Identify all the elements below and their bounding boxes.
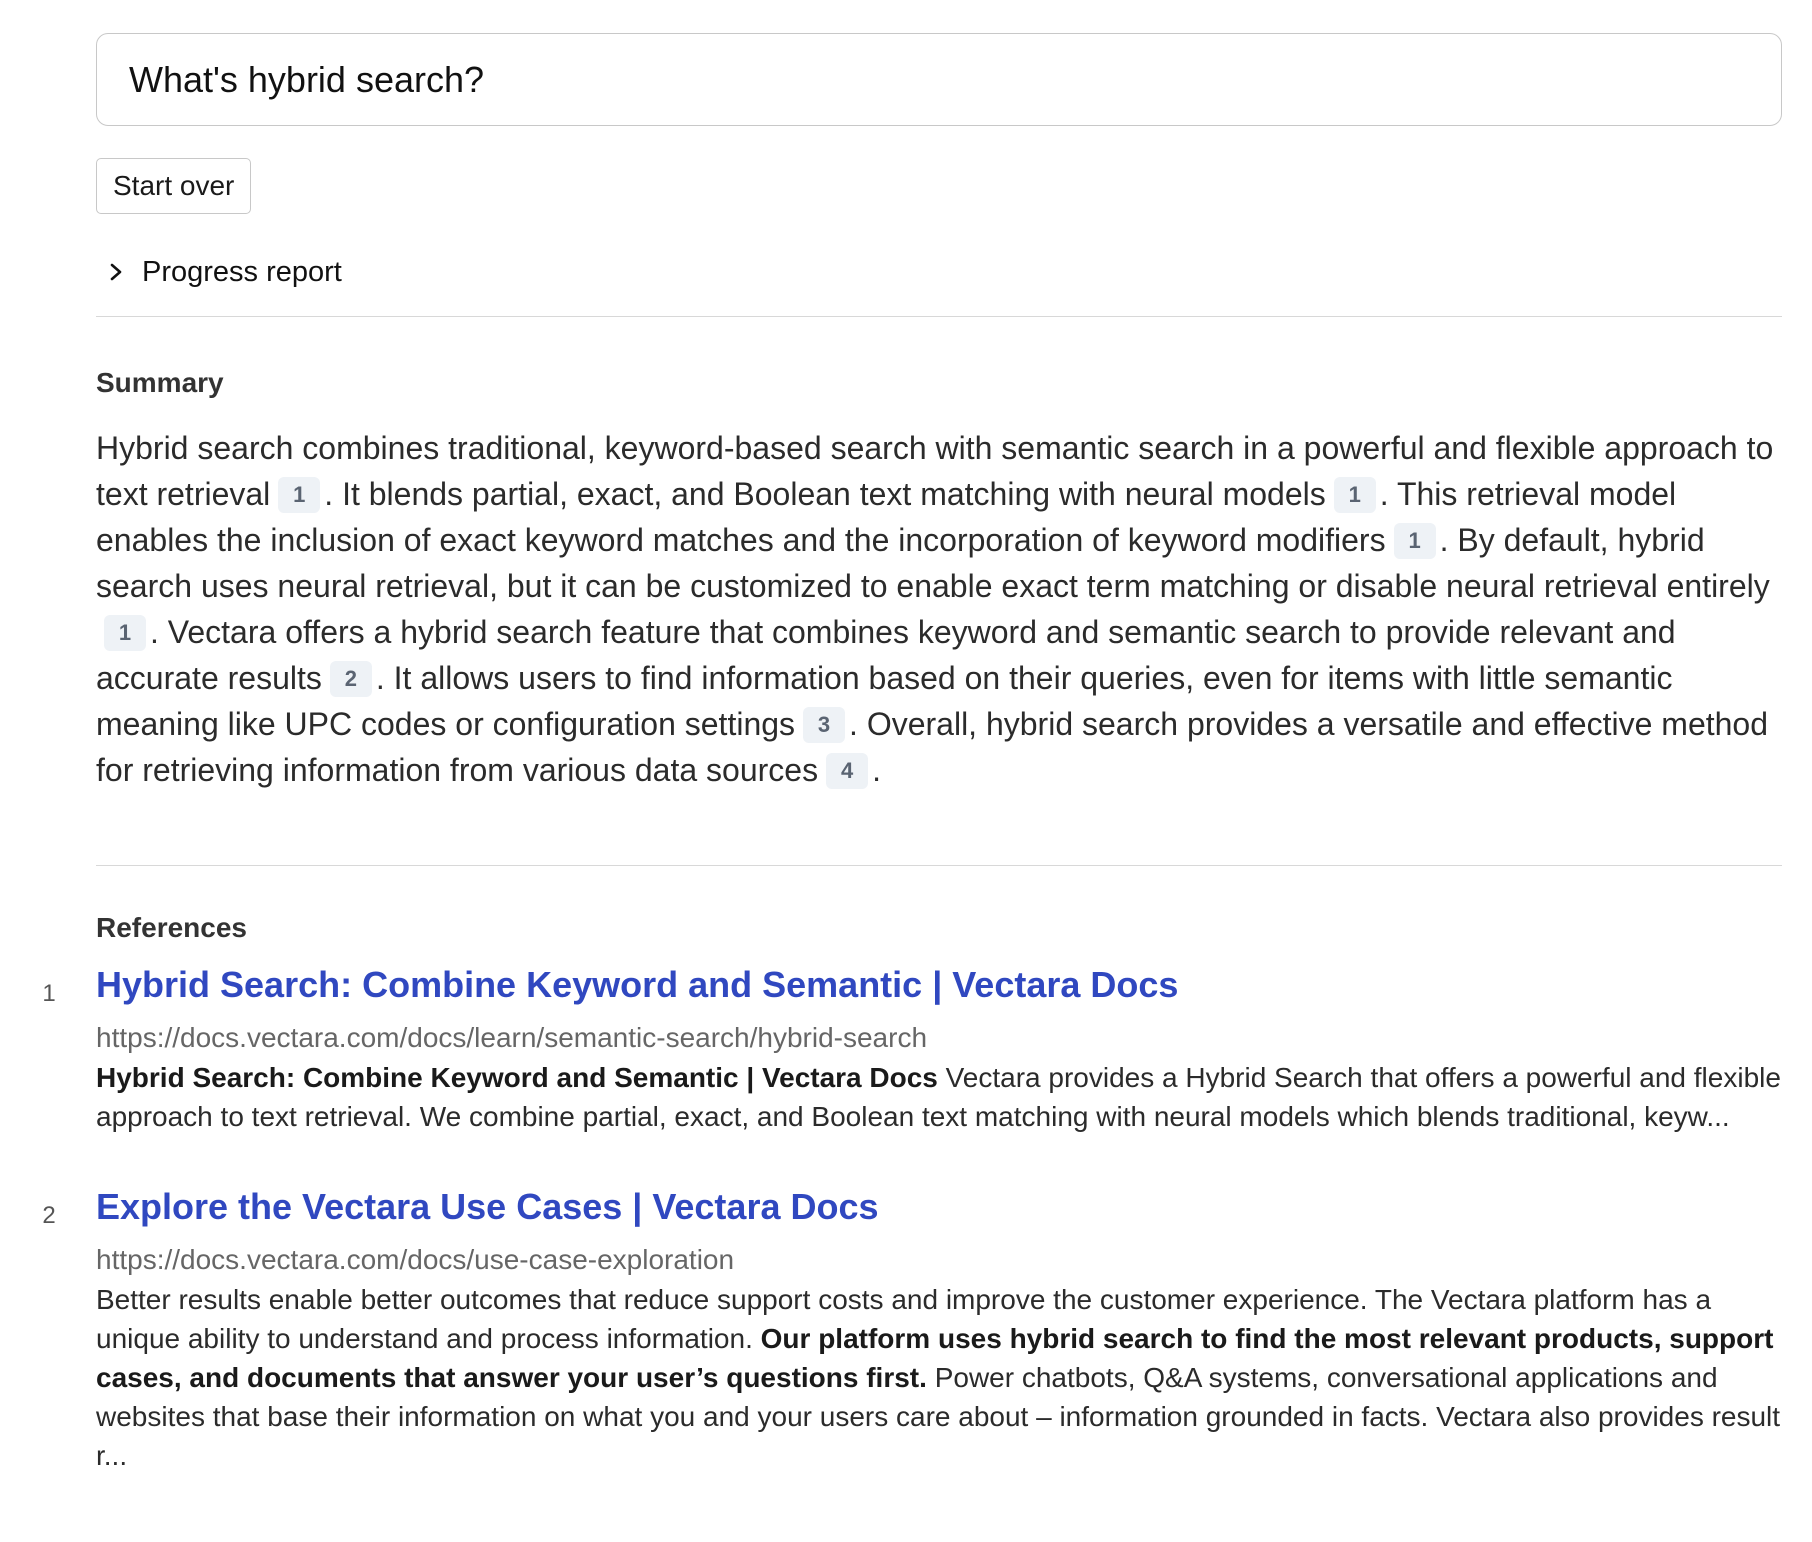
chevron-right-icon[interactable]	[96, 261, 136, 283]
answer-page	[42, 33, 1782, 1475]
summary-segment: .	[872, 752, 881, 788]
citation-badge[interactable]: 2	[330, 661, 372, 697]
snippet-text: Vectara provides a Hybrid Search that offers a powerful and flexible approach to text retrieval. We combine partial, exact, and Boolean text matching with neural models which blends traditional, keyw...	[96, 1062, 1781, 1132]
citation-badge[interactable]: 1	[1394, 523, 1436, 559]
reference-title-link[interactable]: Hybrid Search: Combine Keyword and Semantic | Vectara Docs	[96, 964, 1179, 1005]
citation-badge[interactable]: 1	[278, 477, 320, 513]
summary-text	[96, 425, 1776, 793]
snippet-highlight: Hybrid Search: Combine Keyword and Semantic | Vectara Docs	[96, 1062, 938, 1093]
reference-title-link[interactable]: Explore the Vectara Use Cases | Vectara Docs	[96, 1186, 879, 1227]
summary-segment: . By default, hybrid search uses neural retrieval, but it can be customized to enable exact term matching or disable neural retrieval entirely	[96, 522, 1770, 604]
references-heading: References	[96, 912, 247, 943]
progress-report-toggle[interactable]	[96, 242, 1782, 317]
summary-heading: Summary	[96, 367, 224, 398]
section-divider	[96, 865, 1782, 866]
start-over-button[interactable]: Start over	[96, 158, 251, 214]
reference-number: 1	[42, 980, 56, 1007]
reference-item	[42, 962, 1782, 1136]
citation-badge[interactable]: 4	[826, 753, 868, 789]
snippet-highlight: Our platform uses hybrid search to find the most relevant products, support cases, and documents that answer your user’s questions first.	[96, 1323, 1774, 1393]
references-list	[42, 962, 1782, 1475]
reference-snippet	[96, 1280, 1782, 1475]
summary-segment: . Overall, hybrid search provides a versatile and effective method for retrieving information from various data sources	[96, 706, 1769, 788]
reference-url: https://docs.vectara.com/docs/use-case-exploration	[96, 1244, 735, 1275]
reference-url: https://docs.vectara.com/docs/learn/semantic-search/hybrid-search	[96, 1022, 928, 1053]
summary-segment: . It allows users to find information based on their queries, even for items with little semantic meaning like UPC codes or configuration settings	[96, 660, 1673, 742]
search-box[interactable]	[96, 33, 1782, 126]
reference-number: 2	[42, 1202, 56, 1229]
snippet-text: Better results enable better outcomes that reduce support costs and improve the customer experience. The Vectara platform has a unique ability to understand and process information.	[96, 1284, 1712, 1354]
summary-segment: . Vectara offers a hybrid search feature that combines keyword and semantic search to provide relevant and accurate results	[96, 614, 1676, 696]
reference-snippet	[96, 1058, 1782, 1136]
snippet-text: Power chatbots, Q&A systems, conversational applications and websites that base their information on what you and your users care about – information grounded in facts. Vectara also provides result r...	[96, 1362, 1781, 1471]
progress-report-label[interactable]: Progress report	[142, 255, 342, 288]
summary-segment: . This retrieval model enables the inclusion of exact keyword matches and the incorporation of keyword modifiers	[96, 476, 1677, 558]
citation-badge[interactable]: 3	[803, 707, 845, 743]
search-input[interactable]	[129, 59, 1749, 101]
citation-badge[interactable]: 1	[104, 615, 146, 651]
citation-badge[interactable]: 1	[1334, 477, 1376, 513]
summary-segment: Hybrid search combines traditional, keyword-based search with semantic search in a powerful and flexible approach to text retrieval	[96, 430, 1774, 512]
summary-segment: . It blends partial, exact, and Boolean text matching with neural models	[324, 476, 1326, 512]
reference-item	[42, 1184, 1782, 1475]
